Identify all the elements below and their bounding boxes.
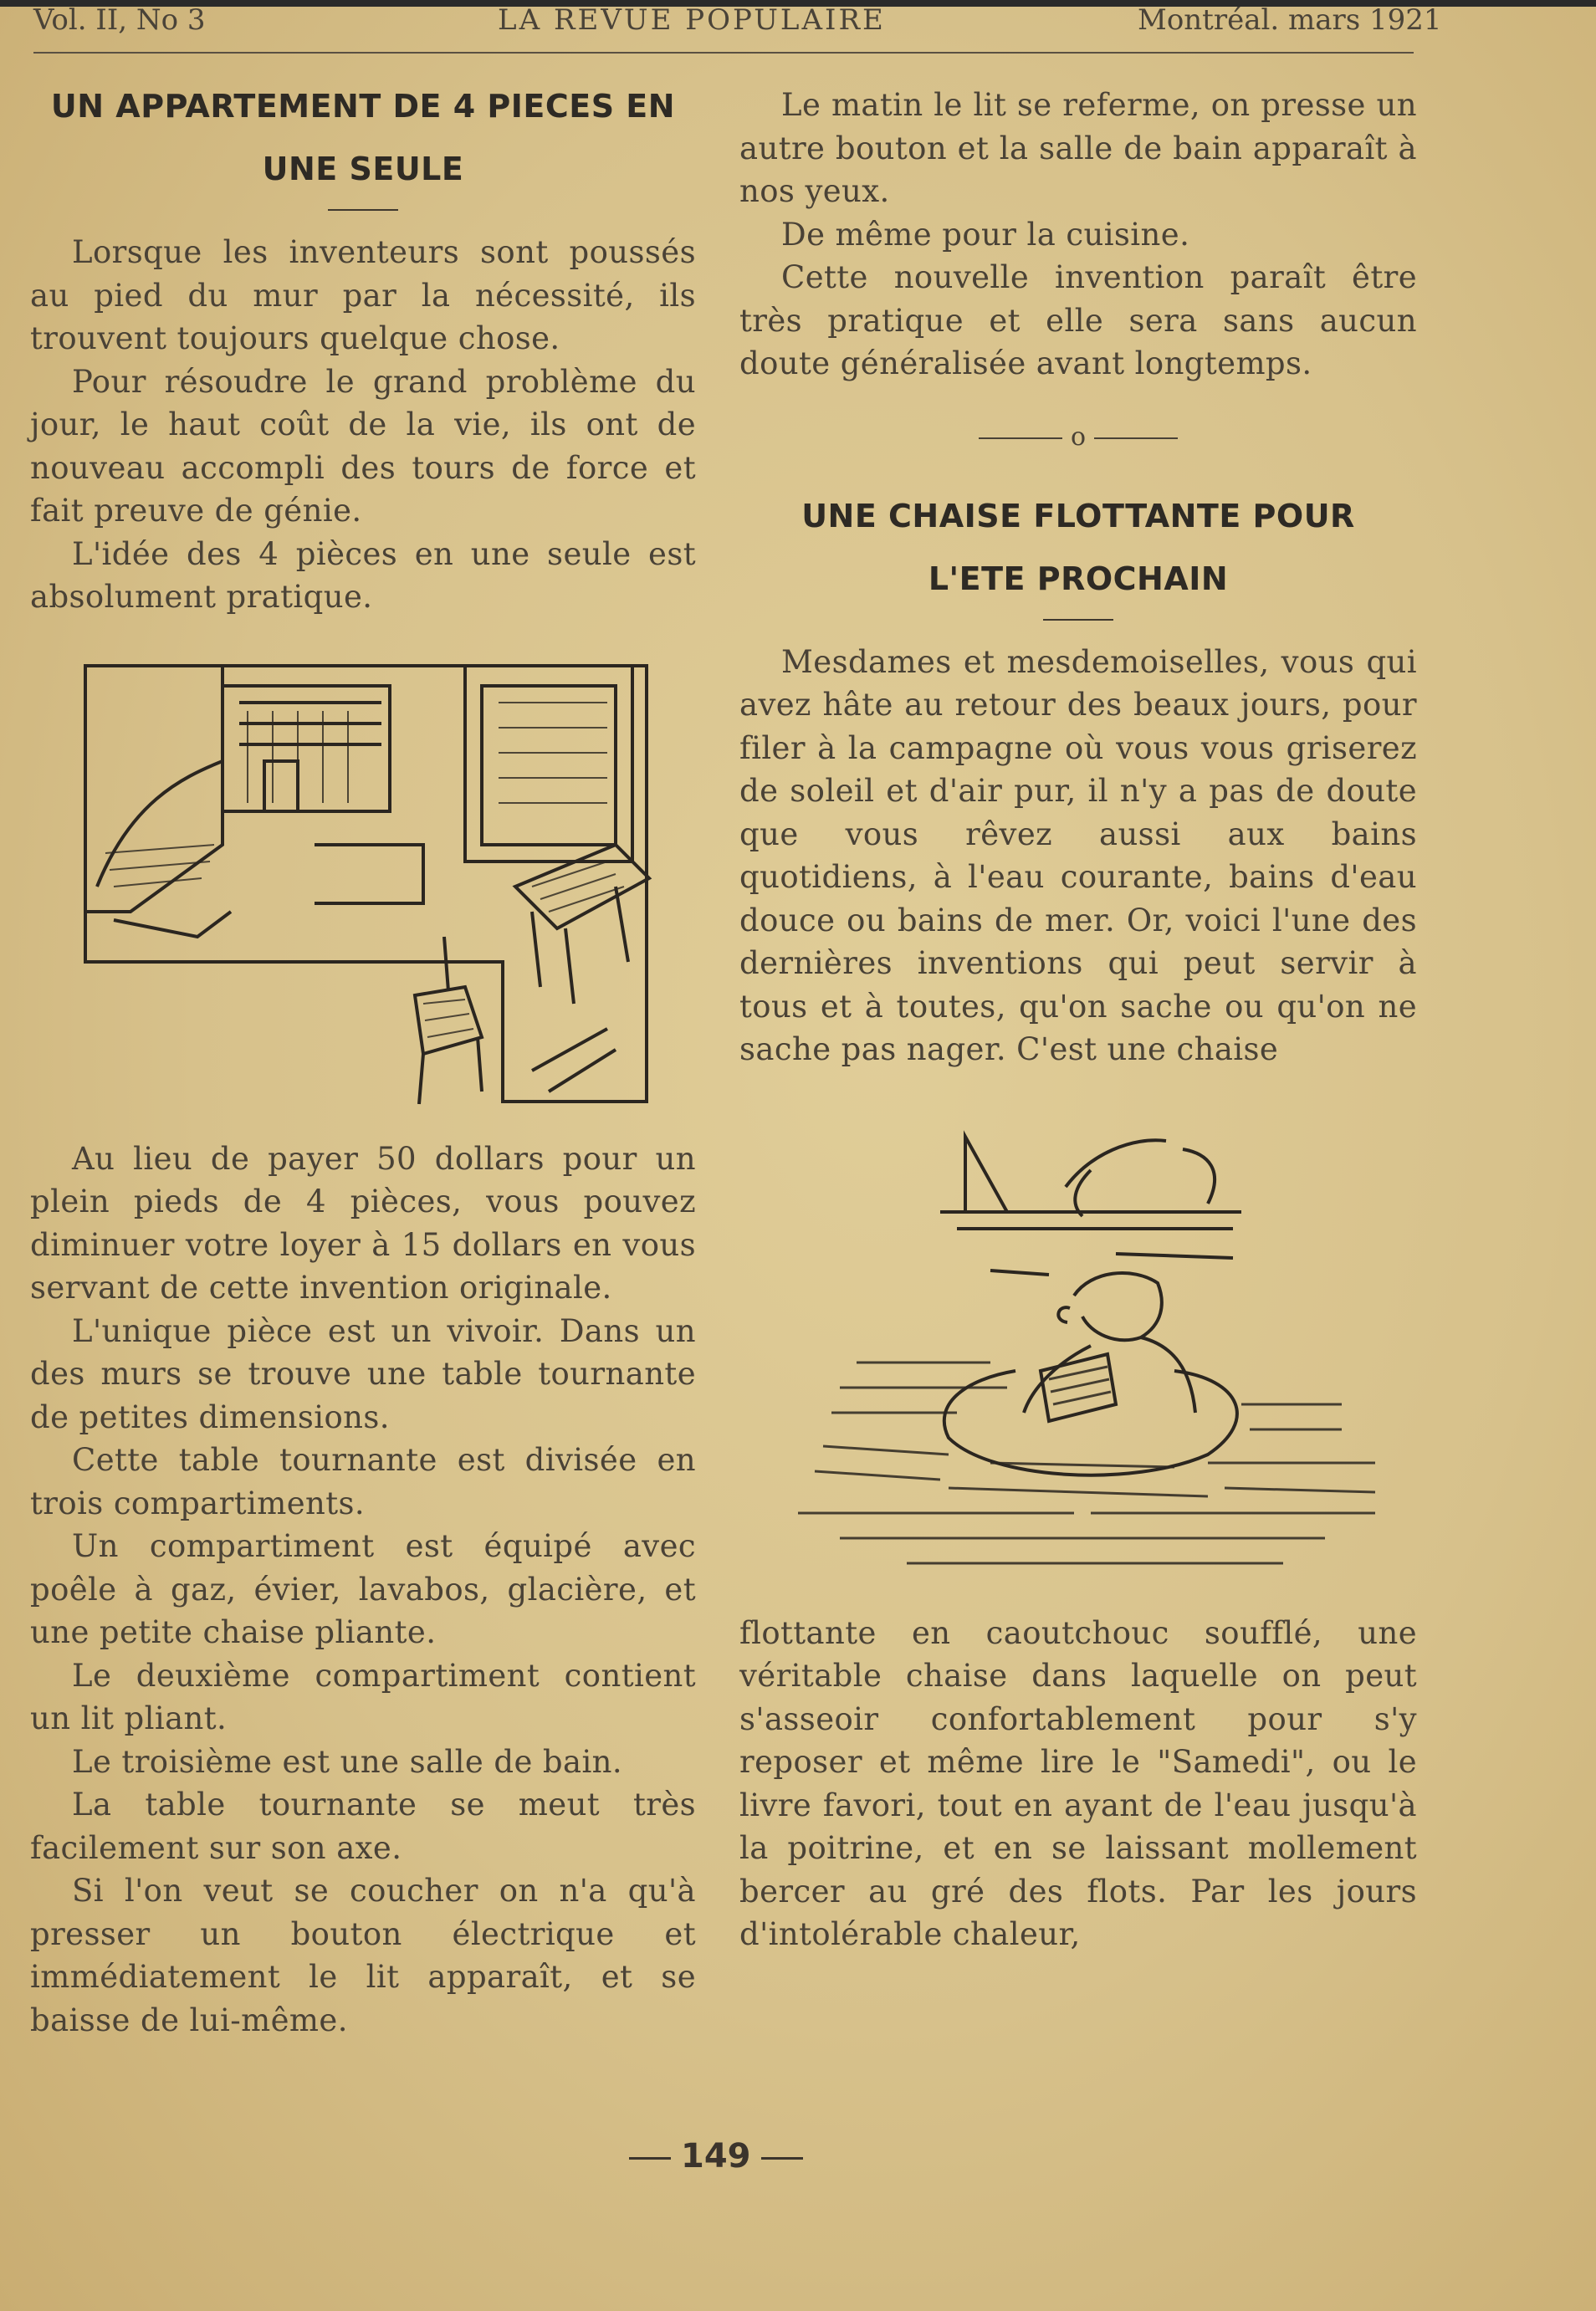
article1-paragraph: La table tournante se meut très facilement sur son axe. bbox=[30, 1787, 696, 1866]
article1-title-rule bbox=[328, 209, 398, 211]
floating-chair-illustration bbox=[739, 1095, 1417, 1588]
apartment-illustration bbox=[30, 636, 696, 1121]
article1-paragraph: L'idée des 4 pièces en une seule est absolument pratique. bbox=[30, 535, 696, 615]
page-number: 149 bbox=[681, 2137, 751, 2176]
header-date: Montréal. mars 1921 bbox=[1138, 3, 1442, 37]
left-column bbox=[30, 75, 696, 2042]
header-rule bbox=[33, 52, 1414, 54]
page-footer bbox=[619, 2137, 813, 2176]
header-volume: Vol. II, No 3 bbox=[33, 3, 206, 37]
header-magazine-title: LA REVUE POPULAIRE bbox=[498, 3, 886, 37]
article-separator bbox=[739, 422, 1417, 452]
article1-paragraph: Le deuxième compartiment contient un lit pliant. bbox=[30, 1657, 696, 1736]
article2-paragraph: flottante en caoutchouc soufflé, une véritable chaise dans laquelle on peut s'asseoir confortablement pour s'y reposer et même lire le "Samedi", ou le livre favori, tout en ayant de l'eau jusqu'à la poitrine, et en se laissant mollement bercer au gré des flots. Par les jours d'intolérable chaleur, bbox=[739, 1614, 1417, 1952]
article1-continuation: Le matin le lit se referme, on presse un autre bouton et la salle de bain apparaît à nos yeux. bbox=[739, 87, 1417, 209]
article2-title-rule bbox=[1043, 619, 1113, 621]
article1-title-line2: UNE SEULE bbox=[262, 151, 464, 187]
article1-paragraph: Un compartiment est équipé avec poêle à gaz, évier, lavabos, glacière, et une petite chaise pliante. bbox=[30, 1528, 696, 1650]
article1-paragraph: Si l'on veut se coucher on n'a qu'à presser un bouton électrique et immédiatement le lit apparaît, et se baisse de lui-même. bbox=[30, 1873, 696, 2038]
article1-paragraph: L'unique pièce est un vivoir. Dans un des murs se trouve une table tournante de petites dimensions. bbox=[30, 1312, 696, 1435]
page-header bbox=[33, 3, 1442, 37]
article2-title bbox=[739, 485, 1417, 611]
right-column bbox=[739, 84, 1417, 1956]
article2-title-line1: UNE CHAISE FLOTTANTE POUR bbox=[801, 497, 1355, 534]
article2-paragraph: Mesdames et mesdemoiselles, vous qui avez hâte au retour des beaux jours, pour filer à la campagne où vous vous griserez de soleil et d'air pur, il n'y a pas de doute que vous rêvez aussi aux bains quotidiens, à l'eau courante, bains d'eau douce ou bains de mer. Or, voici l'une des dernières inventions qui peut servir à tous et à toutes, qu'on sache ou qu'on ne sache pas nager. C'est une chaise bbox=[739, 643, 1417, 1067]
article1-paragraph: Pour résoudre le grand problème du jour, le haut coût de la vie, ils ont de nouveau accompli des tours de force et fait preuve de génie. bbox=[30, 363, 696, 529]
article1-title bbox=[30, 75, 696, 201]
article1-paragraph: Au lieu de payer 50 dollars pour un plein pieds de 4 pièces, vous pouvez diminuer votre loyer à 15 dollars en vous servant de cette invention originale. bbox=[30, 1140, 696, 1306]
article1-continuation: Cette nouvelle invention paraît être très pratique et elle sera sans aucun doute généralisée avant longtemps. bbox=[739, 259, 1417, 381]
article1-paragraph: Cette table tournante est divisée en trois compartiments. bbox=[30, 1442, 696, 1521]
separator-mark: o bbox=[1070, 422, 1087, 452]
article2-title-line2: L'ETE PROCHAIN bbox=[928, 560, 1229, 597]
article1-continuation: De même pour la cuisine. bbox=[781, 216, 1190, 253]
article1-title-line1: UN APPARTEMENT DE 4 PIECES EN bbox=[50, 88, 676, 125]
article1-paragraph: Le troisième est une salle de bain. bbox=[72, 1743, 623, 1780]
article1-paragraph: Lorsque les inventeurs sont poussés au pied du mur par la nécessité, ils trouvent toujours quelque chose. bbox=[30, 234, 696, 356]
